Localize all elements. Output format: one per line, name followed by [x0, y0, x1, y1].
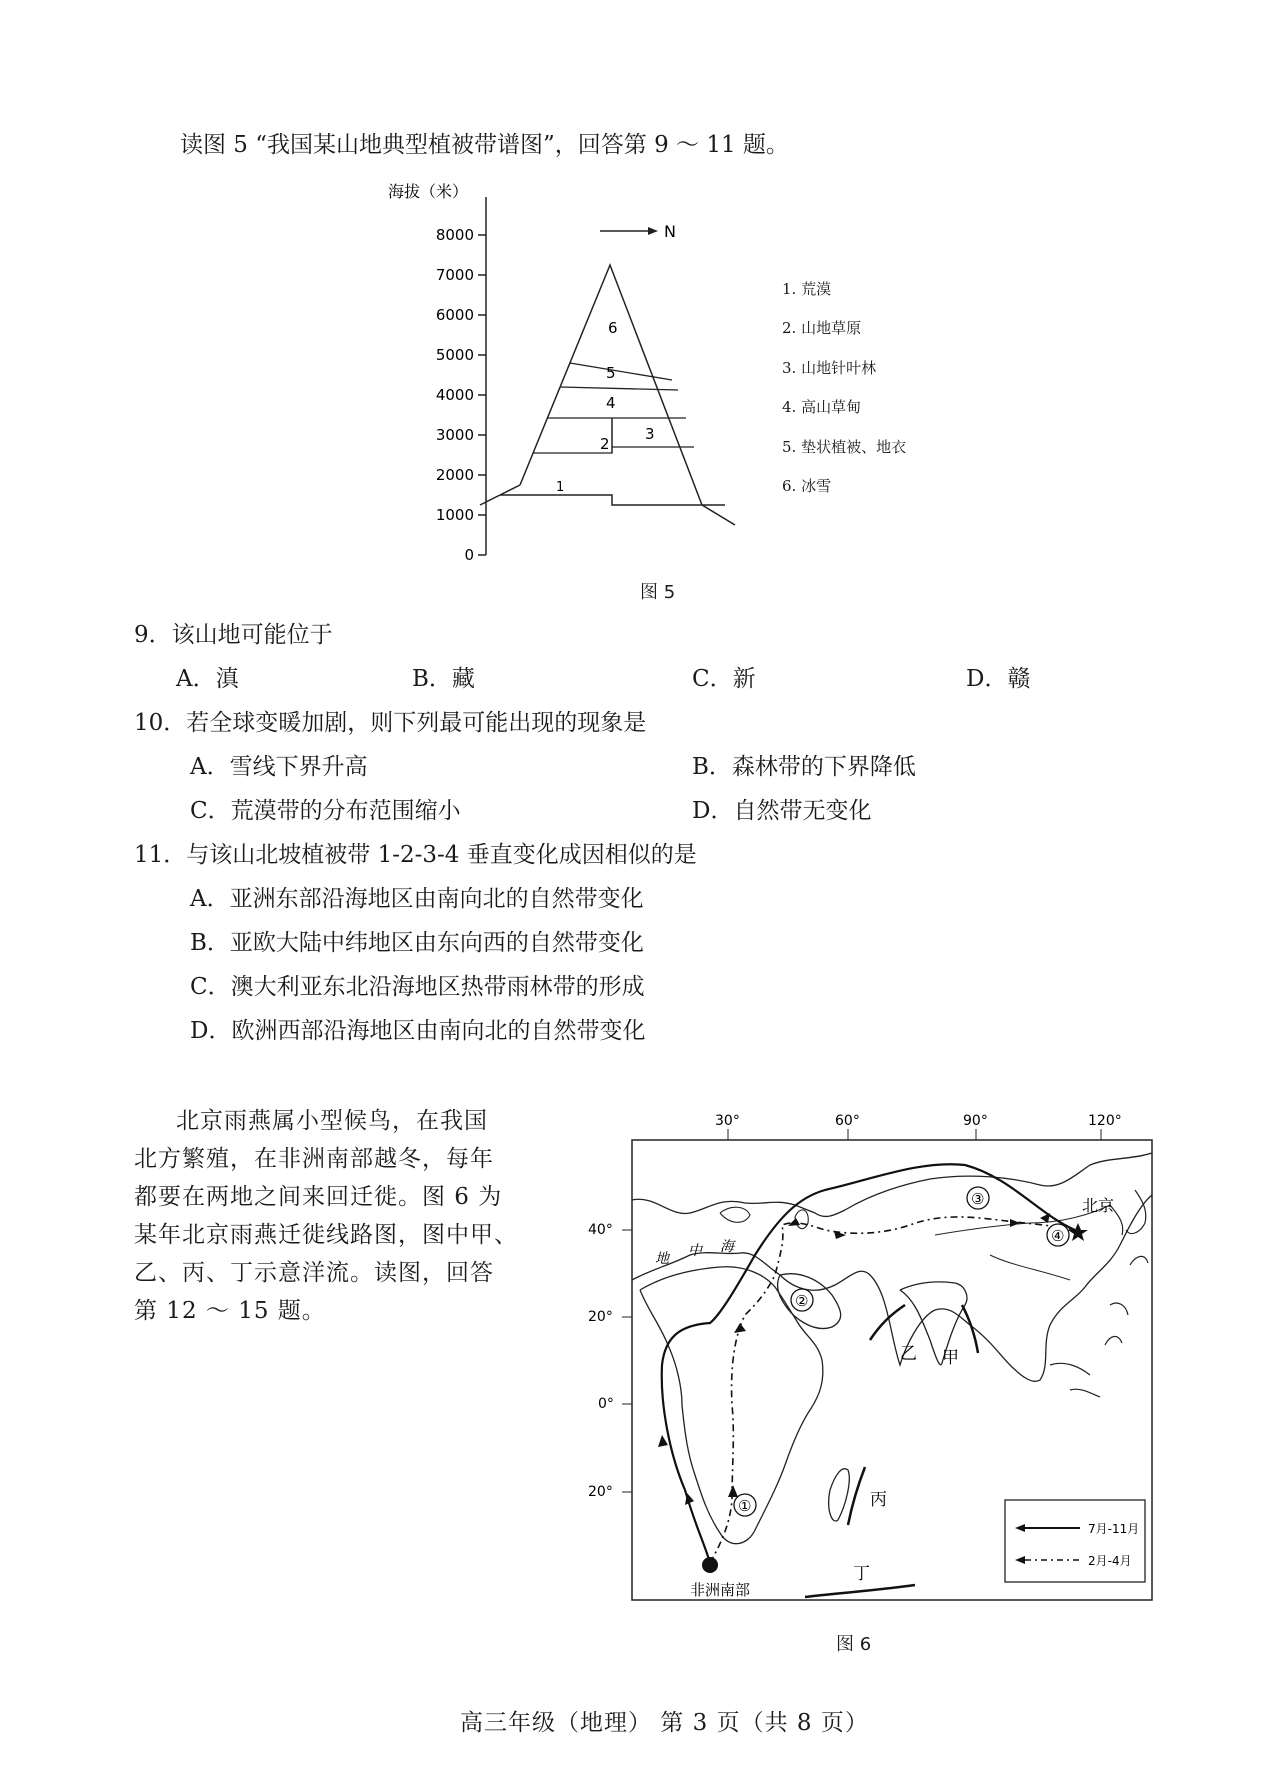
lat-40n: 40°: [588, 1222, 613, 1238]
zone-3: 3: [645, 425, 655, 443]
current-yi: [870, 1305, 905, 1340]
zone-5: 5: [606, 364, 616, 382]
passage-line-3: 都要在两地之间来回迁徙。图 6 为: [134, 1184, 503, 1210]
zone-6: 6: [608, 319, 618, 337]
q9-option-a: A．滇: [176, 666, 239, 692]
y-tick-label: 8000: [435, 226, 474, 244]
fig5-legend-5: 5. 垫状植被、地衣: [782, 438, 907, 456]
y-tick-label: 7000: [435, 266, 474, 284]
passage-line-5: 乙、丙、丁示意洋流。读图，回答: [134, 1260, 494, 1286]
mountain-outline: [520, 265, 702, 505]
y-tick-label: 4000: [435, 386, 474, 404]
lon-90: 90°: [963, 1113, 988, 1129]
q11-stem: 11．与该山北坡植被带 1-2-3-4 垂直变化成因相似的是: [134, 842, 697, 868]
current-yi-label: 乙: [900, 1344, 917, 1364]
y-tick-label: 1000: [435, 506, 474, 524]
fig5-y-axis-label: 海拔（米）: [388, 182, 469, 201]
fig6-caption: 图 6: [836, 1634, 872, 1655]
passage-line-4: 某年北京雨燕迁徙线路图，图中甲、: [134, 1222, 518, 1248]
lat-20n: 20°: [588, 1309, 613, 1325]
zone-4: 4: [606, 394, 616, 412]
q10-option-c: C．荒漠带的分布范围缩小: [190, 798, 461, 824]
passage-line-6: 第 12 ～ 15 题。: [134, 1298, 326, 1324]
sea-label-2: 中: [688, 1243, 702, 1259]
q10-stem: 10．若全球变暖加剧，则下列最可能出现的现象是: [134, 710, 647, 736]
legend-jul-nov: 7月-11月: [1088, 1522, 1140, 1536]
south-africa-dot-icon: [702, 1557, 718, 1573]
fig6-legend-box: [1005, 1500, 1145, 1582]
current-bing: [848, 1467, 865, 1525]
lon-120: 120°: [1088, 1113, 1122, 1129]
q9-option-d: D．赣: [966, 666, 1031, 692]
beijing-label: 北京: [1082, 1196, 1115, 1215]
lat-0: 0°: [598, 1396, 614, 1412]
fig6-migration-map: [570, 1105, 1170, 1625]
q11-option-a: A．亚洲东部沿海地区由南向北的自然带变化: [190, 886, 644, 912]
page-footer: 高三年级（地理） 第 3 页（共 8 页）: [460, 1710, 869, 1736]
fig5-legend-2: 2. 山地草原: [782, 319, 862, 337]
zone-1: 1: [556, 480, 565, 495]
beijing-star-icon: [1068, 1223, 1088, 1241]
sea-label-3: 海: [720, 1239, 734, 1255]
stop-4: ④: [1051, 1227, 1065, 1245]
q11-option-b: B．亚欧大陆中纬地区由东向西的自然带变化: [190, 930, 644, 956]
y-tick-label: 6000: [435, 306, 474, 324]
current-bing-label: 丙: [870, 1490, 887, 1510]
fig5-legend-1: 1. 荒漠: [782, 280, 832, 298]
y-tick-label: 2000: [435, 466, 474, 484]
fig5-legend-4: 4. 高山草甸: [782, 398, 862, 416]
fig5-caption: 图 5: [640, 582, 676, 603]
zone-2: 2: [600, 435, 610, 453]
north-label: N: [664, 222, 676, 241]
q10-option-a: A．雪线下界升高: [190, 754, 368, 780]
q9-option-c: C．新: [692, 666, 756, 692]
y-tick-label: 3000: [435, 426, 474, 444]
lon-60: 60°: [835, 1113, 860, 1129]
current-ding: [805, 1585, 915, 1597]
south-africa-label: 非洲南部: [690, 1581, 751, 1599]
q9-stem: 9．该山地可能位于: [134, 622, 333, 648]
fig5-vegetation-chart: [380, 175, 760, 575]
passage-line-2: 北方繁殖，在非洲南部越冬，每年: [134, 1146, 494, 1172]
q10-option-b: B．森林带的下界降低: [692, 754, 916, 780]
q11-option-c: C．澳大利亚东北沿海地区热带雨林带的形成: [190, 974, 645, 1000]
current-ding-label: 丁: [853, 1564, 870, 1584]
lat-20s: 20°: [588, 1484, 613, 1500]
stop-3: ③: [971, 1190, 985, 1208]
q11-option-d: D．欧洲西部沿海地区由南向北的自然带变化: [190, 1018, 646, 1044]
current-jia-label: 甲: [942, 1348, 959, 1368]
fig5-legend-6: 6. 冰雪: [782, 477, 832, 495]
stop-2: ②: [795, 1292, 809, 1310]
fig5-legend-3: 3. 山地针叶林: [782, 359, 877, 377]
stop-1: ①: [738, 1497, 752, 1515]
legend-feb-apr: 2月-4月: [1088, 1554, 1132, 1568]
passage-line-1: 北京雨燕属小型候鸟，在我国: [176, 1108, 488, 1134]
q10-option-d: D．自然带无变化: [692, 798, 872, 824]
sea-label-1: 地: [655, 1251, 669, 1267]
q9-option-b: B．藏: [412, 666, 475, 692]
fig5-intro: 读图 5 “我国某山地典型植被带谱图”，回答第 9 ～ 11 题。: [180, 132, 789, 158]
y-tick-label: 0: [464, 546, 474, 564]
lon-30: 30°: [715, 1113, 740, 1129]
y-tick-label: 5000: [435, 346, 474, 364]
